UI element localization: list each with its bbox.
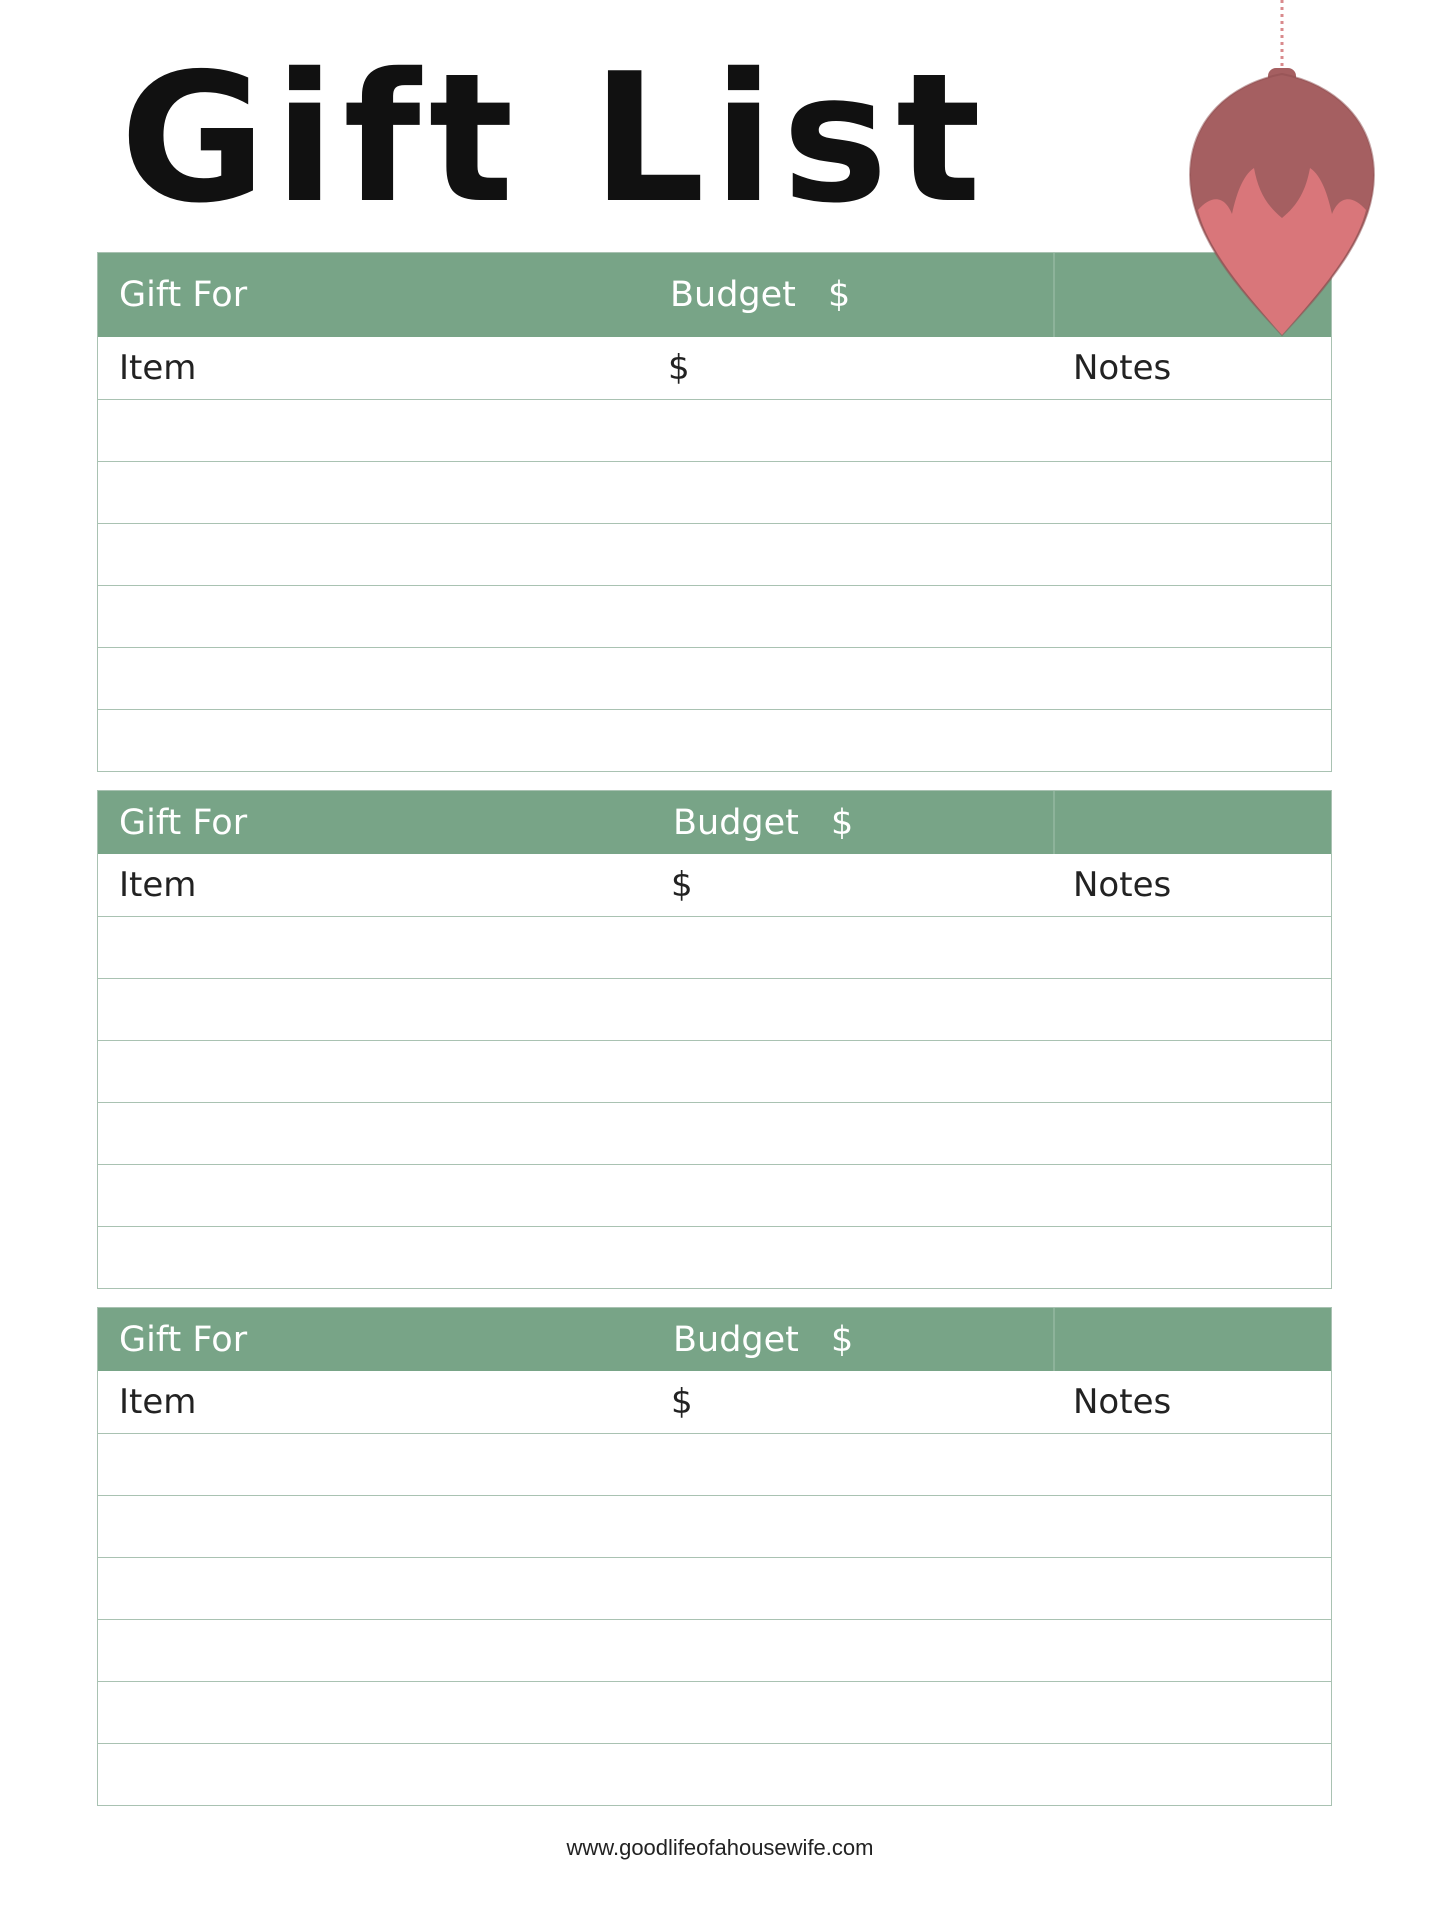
entry-row[interactable] [98, 1102, 1331, 1164]
page-title: Gift List [120, 35, 990, 242]
section-header [98, 1308, 1331, 1371]
budget-label: Budget [673, 802, 799, 843]
gift-list-section [97, 1307, 1332, 1806]
column-divider [1053, 791, 1055, 854]
gift-for-label: Gift For [119, 1319, 248, 1360]
entry-row[interactable] [98, 585, 1331, 647]
budget-currency: $ [831, 1319, 854, 1360]
footer-url: www.goodlifeofahousewife.com [566, 1835, 874, 1860]
notes-label: Notes [1073, 1382, 1172, 1422]
item-label: Item [119, 1382, 197, 1422]
gift-for-label: Gift For [119, 802, 248, 843]
gift-list-section [97, 252, 1332, 772]
entry-row[interactable] [98, 1557, 1331, 1619]
column-divider [1053, 253, 1055, 337]
item-label: Item [119, 865, 197, 905]
gift-for-label: Gift For [119, 275, 248, 315]
budget-label: Budget [670, 275, 796, 315]
column-labels-row [98, 1371, 1331, 1433]
entry-row[interactable] [98, 523, 1331, 585]
entry-row[interactable] [98, 1681, 1331, 1743]
entry-row[interactable] [98, 647, 1331, 709]
entry-row[interactable] [98, 1743, 1331, 1805]
price-currency: $ [668, 348, 690, 388]
entry-row[interactable] [98, 1433, 1331, 1495]
column-labels-row [98, 337, 1331, 399]
column-divider [1053, 1308, 1055, 1371]
entry-row[interactable] [98, 978, 1331, 1040]
entry-row[interactable] [98, 399, 1331, 461]
christmas-ornament-icon [1170, 0, 1390, 350]
entry-row[interactable] [98, 1619, 1331, 1681]
notes-label: Notes [1073, 865, 1172, 905]
section-header [98, 253, 1331, 337]
entry-row[interactable] [98, 709, 1331, 771]
entry-row[interactable] [98, 1040, 1331, 1102]
entry-row[interactable] [98, 461, 1331, 523]
item-label: Item [119, 348, 197, 388]
price-currency: $ [671, 865, 693, 905]
entry-row[interactable] [98, 1226, 1331, 1288]
price-currency: $ [671, 1382, 693, 1422]
gift-list-section [97, 790, 1332, 1289]
entry-row[interactable] [98, 1164, 1331, 1226]
budget-currency: $ [828, 275, 851, 315]
budget-label: Budget [673, 1319, 799, 1360]
column-labels-row [98, 854, 1331, 916]
notes-label: Notes [1073, 348, 1172, 388]
entry-row[interactable] [98, 1495, 1331, 1557]
entry-row[interactable] [98, 916, 1331, 978]
section-header [98, 791, 1331, 854]
budget-currency: $ [831, 802, 854, 843]
